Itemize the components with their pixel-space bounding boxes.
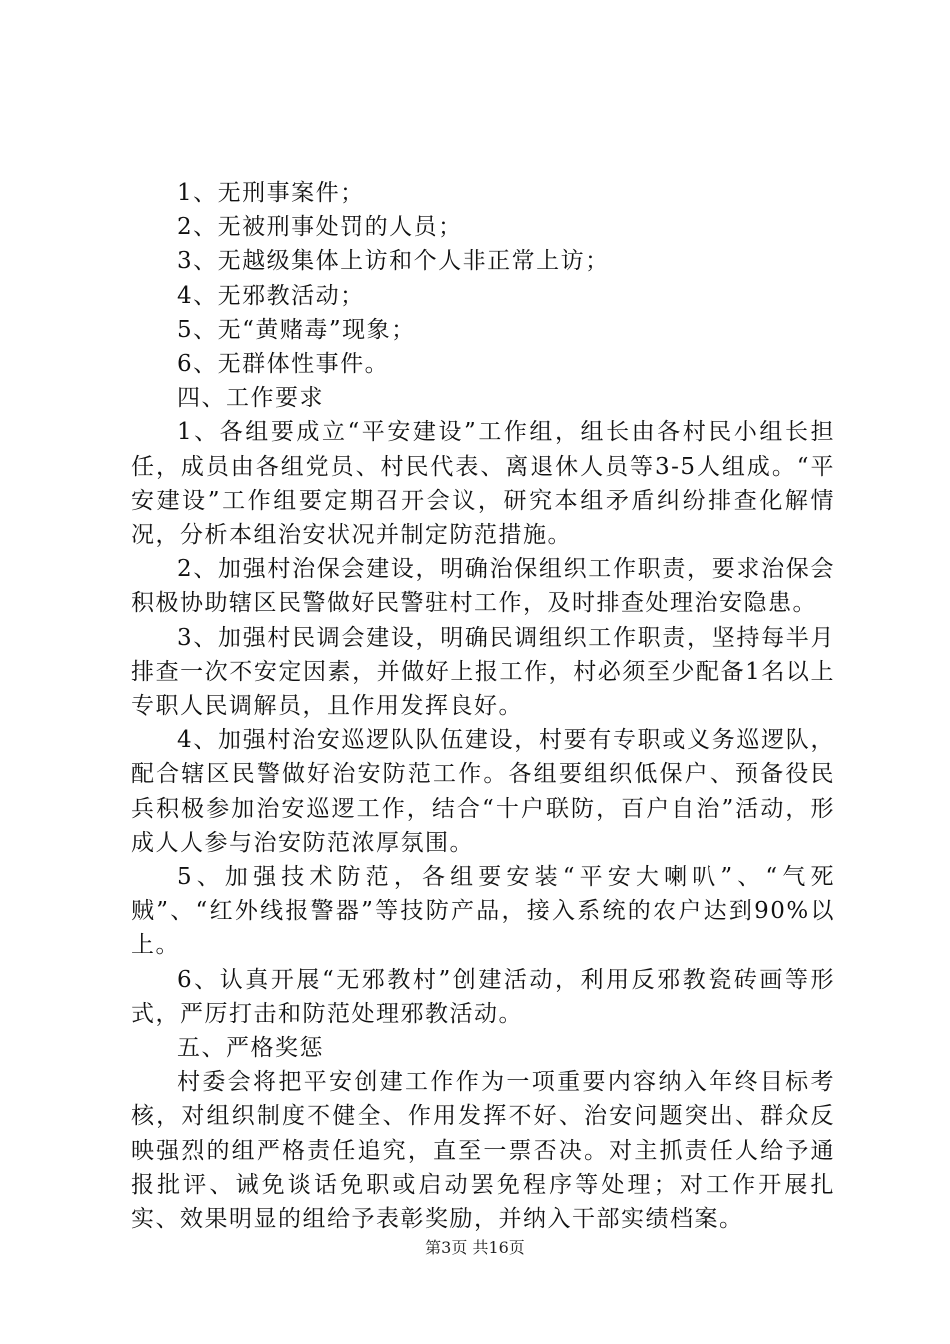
- requirement-paragraph-1: 1、各组要成立“平安建设”工作组，组长由各村民小组长担任，成员由各组党员、村民代表、离退休人员等3-5人组成。“平安建设”工作组要定期召开会议，研究本组矛盾纠纷排查化解情况，分析本组治安状况并制定防范措施。: [131, 419, 835, 549]
- requirement-paragraph-5: 5、加强技术防范，各组要安装“平安大喇叭”、“气死贼”、“红外线报警器”等技防产品，接入系统的农户达到90%以上。: [131, 864, 835, 959]
- section-heading-work-requirements: 四、工作要求: [177, 385, 324, 412]
- requirement-paragraph-2: 2、加强村治保会建设，明确治保组织工作职责，要求治保会积极协助辖区民警做好民警驻村工作，及时排查处理治安隐患。: [131, 556, 835, 617]
- item-no-mass-incidents: 6、无群体性事件。: [177, 351, 390, 378]
- item-no-cult-activities: 4、无邪教活动；: [177, 282, 365, 309]
- section-heading-rewards-penalties: 五、严格奖惩: [177, 1035, 324, 1062]
- requirement-paragraph-4: 4、加强村治安巡逻队队伍建设，村要有专职或义务巡逻队，配合辖区民警做好治安防范工作。各组要组织低保户、预备役民兵积极参加治安巡逻工作，结合“十户联防，百户自治”活动，形成人人参与治安防范浓厚氛围。: [131, 727, 835, 856]
- requirement-paragraph-6: 6、认真开展“无邪教村”创建活动，利用反邪教瓷砖画等形式，严厉打击和防范处理邪教活动。: [131, 966, 835, 1027]
- requirement-paragraph-3: 3、加强村民调会建设，明确民调组织工作职责，坚持每半月排查一次不安定因素，并做好上报工作，村必须至少配备1名以上专职人民调解员，且作用发挥良好。: [131, 624, 835, 720]
- rewards-penalties-paragraph: 村委会将把平安创建工作作为一项重要内容纳入年终目标考核，对组织制度不健全、作用发挥不好、治安问题突出、群众反映强烈的组严格责任追究，直至一票否决。对主抓责任人给予通报批评、诫免谈话免职或启动罢免程序等处理；对工作开展扎实、效果明显的组给予表彰奖励，并纳入干部实绩档案。: [131, 1069, 835, 1233]
- item-no-punished-persons: 2、无被刑事处罚的人员；: [177, 214, 463, 241]
- document-body: [131, 176, 835, 1236]
- item-no-improper-petitions: 3、无越级集体上访和个人非正常上访；: [177, 248, 610, 275]
- item-no-criminal-cases: 1、无刑事案件；: [177, 180, 365, 206]
- item-no-vice-phenomena: 5、无“黄赌毒”现象；: [177, 316, 416, 343]
- page-number-footer: 第3页 共16页: [425, 1238, 525, 1257]
